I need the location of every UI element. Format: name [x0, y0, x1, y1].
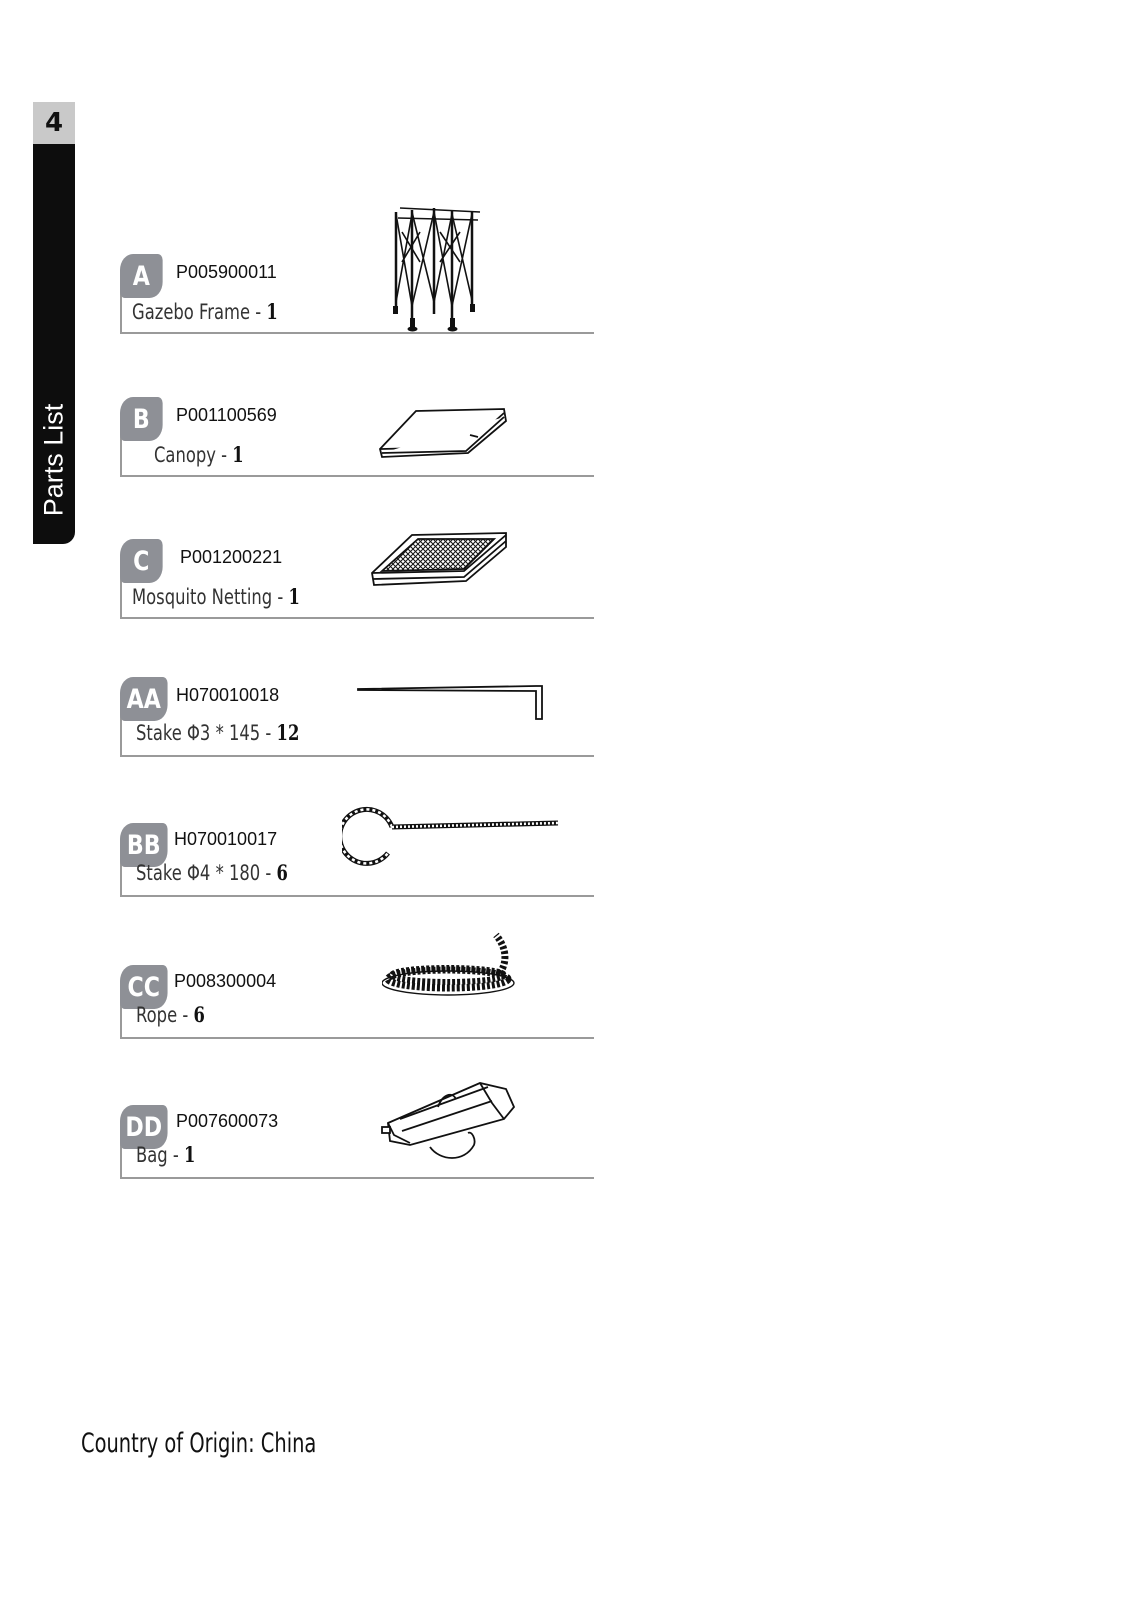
part-description: Stake Φ3 * 145 - 12: [136, 720, 300, 745]
gazebo-frame-icon: [390, 202, 490, 332]
part-code: H070010017: [174, 829, 278, 849]
section-tab-label: Parts List: [38, 403, 69, 517]
canopy-icon: [376, 407, 510, 461]
part-letter-badge: AA: [120, 677, 168, 721]
country-of-origin: Country of Origin: China: [81, 1428, 317, 1459]
mosquito-netting-icon: [368, 529, 512, 589]
part-code: P008300004: [174, 971, 277, 991]
rope-icon: [382, 931, 522, 1003]
page-number: 4: [33, 102, 75, 144]
part-letter-badge: B: [120, 397, 163, 441]
stake-l-icon: [356, 683, 552, 723]
part-letter-badge: C: [120, 539, 163, 583]
part-row: [120, 393, 594, 477]
stake-ring-icon: [342, 803, 564, 869]
part-description: Rope - 6: [136, 1002, 205, 1027]
part-row: [120, 813, 594, 897]
part-letter-badge: CC: [120, 965, 168, 1009]
part-row: [120, 535, 594, 619]
part-letter-badge: BB: [120, 823, 168, 867]
part-description: Gazebo Frame - 1: [132, 299, 278, 324]
part-letter-badge: DD: [120, 1105, 168, 1149]
part-row: [120, 1095, 594, 1179]
part-row: [120, 673, 594, 757]
part-description: Stake Φ4 * 180 - 6: [136, 860, 288, 885]
part-description: Bag - 1: [136, 1142, 196, 1167]
part-code: P005900011: [176, 262, 277, 282]
part-code: P001200221: [180, 547, 283, 567]
part-row: [120, 250, 594, 334]
part-description: Canopy - 1: [154, 442, 244, 467]
part-code: P007600073: [176, 1111, 279, 1131]
part-code: P001100569: [176, 405, 277, 425]
part-letter-badge: A: [120, 254, 163, 298]
bag-icon: [380, 1079, 516, 1165]
part-row: [120, 955, 594, 1039]
part-description: Mosquito Netting - 1: [132, 584, 300, 609]
part-code: H070010018: [176, 685, 280, 705]
